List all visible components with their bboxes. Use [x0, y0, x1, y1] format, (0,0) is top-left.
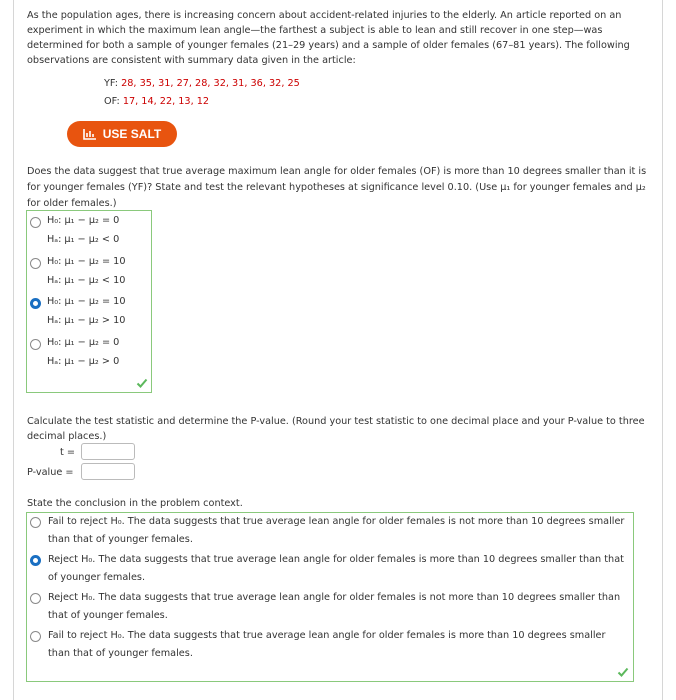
hypothesis-option-1-ha: Hₐ: μ₁ − μ₂ < 0 — [47, 234, 120, 245]
hypothesis-option-2-ha: Hₐ: μ₁ − μ₂ < 10 — [47, 275, 126, 286]
p-value-input[interactable] — [81, 463, 135, 480]
conclusion-option-4-radio[interactable] — [30, 631, 41, 642]
hypothesis-option-1-h0: H₀: μ₁ − μ₂ = 0 — [47, 215, 120, 226]
hypothesis-option-3-h0: H₀: μ₁ − μ₂ = 10 — [47, 296, 126, 307]
yf-data-row — [104, 78, 300, 89]
of-label: OF: — [104, 96, 120, 107]
intro-paragraph: As the population ages, there is increasing concern about accident-related injuries to the elderly. An article reported on an experiment in which the maximum lean angle—the farthest a subject is able to lean and still recover in one step—was determined for both a sample of younger females (21–29 years) and a sample of older females (67–81 years). The following observations are consistent with summary data given in the article: — [27, 10, 630, 66]
yf-label: YF: — [104, 78, 119, 89]
conclusion-option-1-text: Fail to reject H₀. The data suggests that true average lean angle for older females is not more than 10 degrees smaller than that of younger females. — [48, 516, 625, 545]
yf-values: 28, 35, 31, 27, 28, 32, 31, 36, 32, 25 — [121, 78, 300, 89]
t-statistic-input[interactable] — [81, 443, 135, 460]
conclusion-option-2-radio[interactable] — [30, 555, 41, 566]
conclusion-option-1-radio[interactable] — [30, 517, 41, 528]
of-values: 17, 14, 22, 13, 12 — [122, 96, 210, 107]
hypothesis-option-4-h0: H₀: μ₁ − μ₂ = 0 — [47, 337, 120, 348]
conclusion-option-2-text: Reject H₀. The data suggests that true average lean angle for older females is more than 10 degrees smaller than that of younger females. — [48, 554, 624, 583]
correct-check-icon — [617, 666, 629, 678]
chart-icon — [83, 128, 97, 140]
hypothesis-option-4-radio[interactable] — [30, 339, 41, 350]
question-paragraph: Does the data suggest that true average maximum lean angle for older females (OF) is more than 10 degrees smaller than it is for younger females (YF)? State and test the relevant hypotheses at significance level 0.10. (Use μ₁ for younger females and μ₂ for older females.) — [27, 166, 647, 209]
calc-instruction: Calculate the test statistic and determine the P-value. (Round your test statistic to one decimal place and your P-value to three decimal places.) — [27, 416, 645, 442]
p-value-label: P-value = — [27, 467, 74, 478]
hypothesis-option-4-ha: Hₐ: μ₁ − μ₂ > 0 — [47, 356, 120, 367]
hypothesis-option-2-radio[interactable] — [30, 258, 41, 269]
hypothesis-option-2-h0: H₀: μ₁ − μ₂ = 10 — [47, 256, 126, 267]
conclusion-option-3-radio[interactable] — [30, 593, 41, 604]
use-salt-label: USE SALT — [102, 127, 162, 141]
hypothesis-option-3-radio[interactable] — [30, 298, 41, 309]
t-label: t = — [60, 447, 75, 458]
use-salt-button[interactable] — [67, 121, 177, 147]
conclusion-option-4-text: Fail to reject H₀. The data suggests that true average lean angle for older females is more than 10 degrees smaller than that of younger females. — [48, 630, 606, 659]
hypothesis-option-1-radio[interactable] — [30, 217, 41, 228]
hypothesis-option-3-ha: Hₐ: μ₁ − μ₂ > 10 — [47, 315, 126, 326]
of-data-row — [104, 96, 209, 107]
conclusion-prompt: State the conclusion in the problem context. — [27, 498, 243, 509]
correct-check-icon — [136, 377, 148, 389]
conclusion-option-3-text: Reject H₀. The data suggests that true average lean angle for older females is not more than 10 degrees smaller than that of younger females. — [48, 592, 621, 621]
